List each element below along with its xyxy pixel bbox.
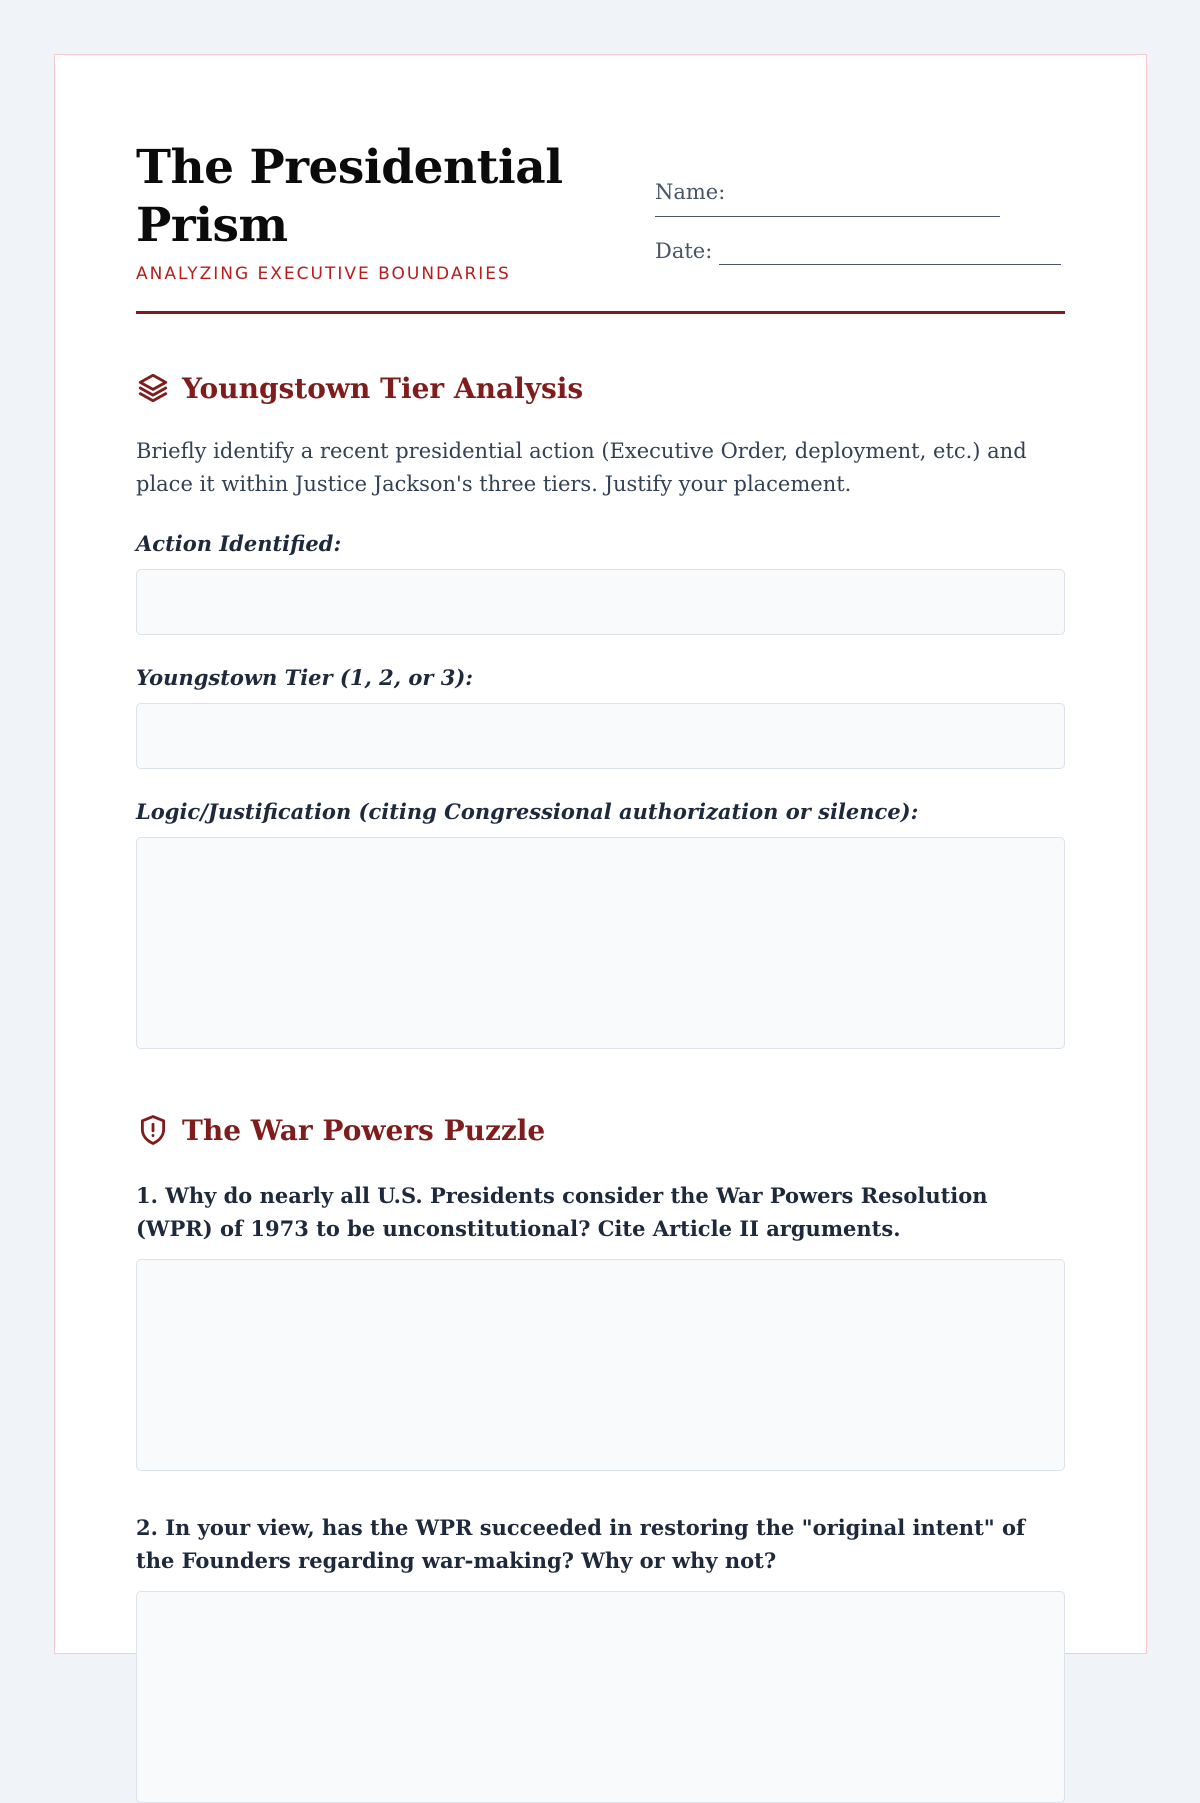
youngstown-tier-input[interactable] bbox=[136, 703, 1065, 769]
question-1-answer[interactable] bbox=[136, 1259, 1065, 1471]
shield-alert-icon bbox=[136, 1113, 170, 1147]
layers-icon bbox=[136, 371, 170, 405]
name-field[interactable] bbox=[655, 207, 1000, 217]
question-2-answer[interactable] bbox=[136, 1591, 1065, 1803]
worksheet-page bbox=[54, 54, 1147, 1654]
student-info bbox=[655, 139, 1065, 265]
page-subtitle: ANALYZING EXECUTIVE BOUNDARIES bbox=[136, 264, 511, 284]
field-label-justification: Logic/Justification (citing Congressional authorization or silence): bbox=[136, 799, 919, 824]
section-instructions: Briefly identify a recent presidential action (Executive Order, deployment, etc.) and place it within Justice Jackson's three tiers. Justify your placement. bbox=[136, 439, 1027, 496]
section-youngstown-header bbox=[136, 371, 1065, 405]
date-field[interactable] bbox=[719, 243, 1061, 265]
field-label-action: Action Identified: bbox=[136, 531, 342, 556]
field-label-tier: Youngstown Tier (1, 2, or 3): bbox=[136, 665, 474, 690]
date-row bbox=[655, 237, 1065, 265]
justification-textarea[interactable] bbox=[136, 837, 1065, 1049]
action-identified-input[interactable] bbox=[136, 569, 1065, 635]
section-war-powers-header bbox=[136, 1113, 1065, 1147]
page-title: The Presidential Prism bbox=[136, 140, 563, 253]
date-label: Date: bbox=[655, 239, 713, 263]
question-1: 1. Why do nearly all U.S. Presidents consider the War Powers Resolution (WPR) of 1973 to be unconstitutional? Cite Article II arguments. bbox=[136, 1183, 988, 1241]
question-2: 2. In your view, has the WPR succeeded in restoring the "original intent" of the Founders regarding war-making? Why or why not? bbox=[136, 1515, 1026, 1573]
worksheet-header bbox=[136, 139, 1065, 314]
section-title: Youngstown Tier Analysis bbox=[182, 371, 584, 405]
section-title: The War Powers Puzzle bbox=[182, 1113, 546, 1147]
title-block bbox=[136, 139, 606, 284]
name-label: Name: bbox=[655, 180, 726, 204]
